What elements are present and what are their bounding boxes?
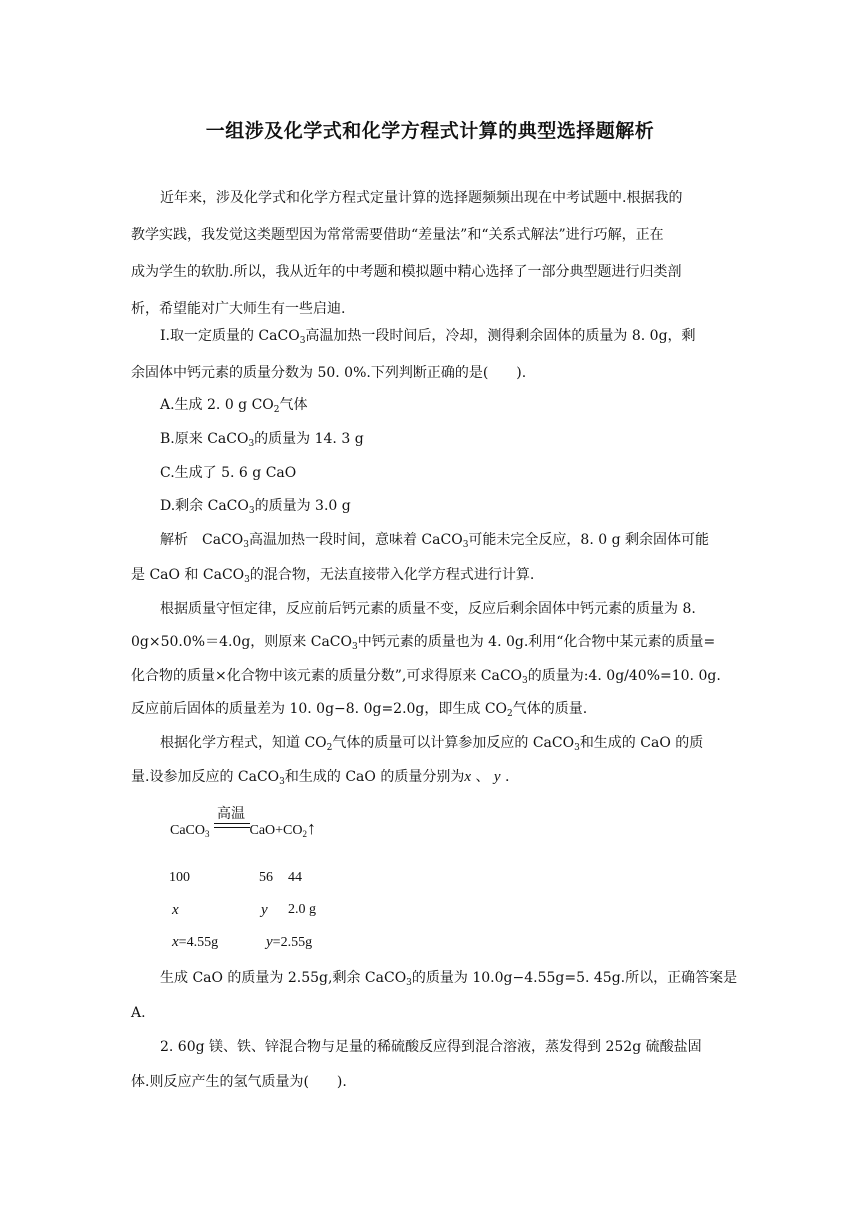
analysis-line: 解析 CaCO$_3$高温加热一段时间，意味着 CaCO$_3$可能未完全反应，8. 0 g 剩余固体可能: [160, 532, 709, 550]
analysis-line: 量.设参加反应的 CaCO$_3$和生成的 CaO 的质量分别为x 、 y .: [131, 769, 510, 787]
intro-line: 教学实践，我发觉这类题型因为常常需要借助“差量法”和“关系式解法”进行巧解，正在: [131, 227, 664, 243]
equation-unknown: y: [261, 902, 268, 918]
equation-ratio: 44: [288, 870, 302, 885]
analysis-line: 化合物的质量×化合物中该元素的质量分数”,可求得原来 CaCO$_3$的质量为:4. 0g/40%=10. 0g.: [131, 668, 721, 686]
equation-unknown: x: [172, 902, 179, 918]
analysis-line: 根据化学方程式，知道 $CO_2$气体的质量可以计算参加反应的 CaCO$_3$和生成的 CaO 的质: [160, 735, 704, 753]
gas-arrow-icon: ↑: [307, 818, 317, 838]
equation-result-x: x=4.55g: [172, 934, 219, 950]
analysis-line: 反应前后固体的质量差为 10. 0g−8. 0g=2.0g，即生成 $CO_2$气体的质量.: [131, 701, 588, 719]
equation-ratio: 56: [259, 870, 273, 885]
equation-known: 2.0 g: [288, 902, 316, 917]
analysis-line: 是 CaO 和 CaCO$_3$的混合物，无法直接带入化学方程式进行计算.: [131, 567, 535, 585]
chemical-equation: CaCO$_3$ $CaO+CO_2↑$: [170, 818, 317, 839]
analysis-line: 0g×50.0%＝4.0g，则原来 CaCO$_3$中钙元素的质量也为 4. 0g.利用“化合物中某元素的质量=: [131, 634, 716, 652]
conclusion-line: A.: [131, 1005, 146, 1021]
equation-result-y: y=2.55g: [266, 934, 313, 950]
question-2-line: 体.则反应产生的氢气质量为( ).: [131, 1074, 347, 1090]
question-2-line: 2. 60g 镁、铁、锌混合物与足量的稀硫酸反应得到混合溶液，蒸发得到 252g 硫酸盐固: [160, 1039, 702, 1055]
page-title: 一组涉及化学式和化学方程式计算的典型选择题解析: [205, 120, 655, 142]
intro-line: 析，希望能对广大师生有一些启迪.: [131, 301, 346, 317]
intro-line: 近年来，涉及化学式和化学方程式定量计算的选择题频频出现在中考试题中.根据我的: [160, 190, 683, 206]
option-b: B.原来 CaCO$_3$的质量为 14. 3 g: [160, 431, 364, 449]
analysis-line: 根据质量守恒定律，反应前后钙元素的质量不变，反应后剩余固体中钙元素的质量为 8.: [160, 601, 696, 617]
option-c: C.生成了 5. 6 g CaO: [160, 465, 297, 481]
equation-ratio: 100: [169, 870, 190, 885]
conclusion-line: 生成 CaO 的质量为 2.55g,剩余 CaCO$_3$的质量为 10.0g−4.55g=5. 45g.所以，正确答案是: [160, 970, 738, 988]
intro-line: 成为学生的软肋.所以，我从近年的中考题和模拟题中精心选择了一部分典型题进行归类剖: [131, 264, 682, 280]
question-1-line: I.取一定质量的 CaCO$_3$高温加热一段时间后，冷却，测得剩余固体的质量为 8. 0g，剩: [160, 328, 696, 346]
question-1-line: 余固体中钙元素的质量分数为 50. 0%.下列判断正确的是( ).: [131, 365, 527, 381]
reaction-condition: 高温: [217, 806, 245, 822]
option-a: A.生成 2. 0 g $CO_2$气体: [160, 397, 308, 415]
option-d: D.剩余 CaCO$_3$的质量为 3.0 g: [160, 498, 351, 516]
